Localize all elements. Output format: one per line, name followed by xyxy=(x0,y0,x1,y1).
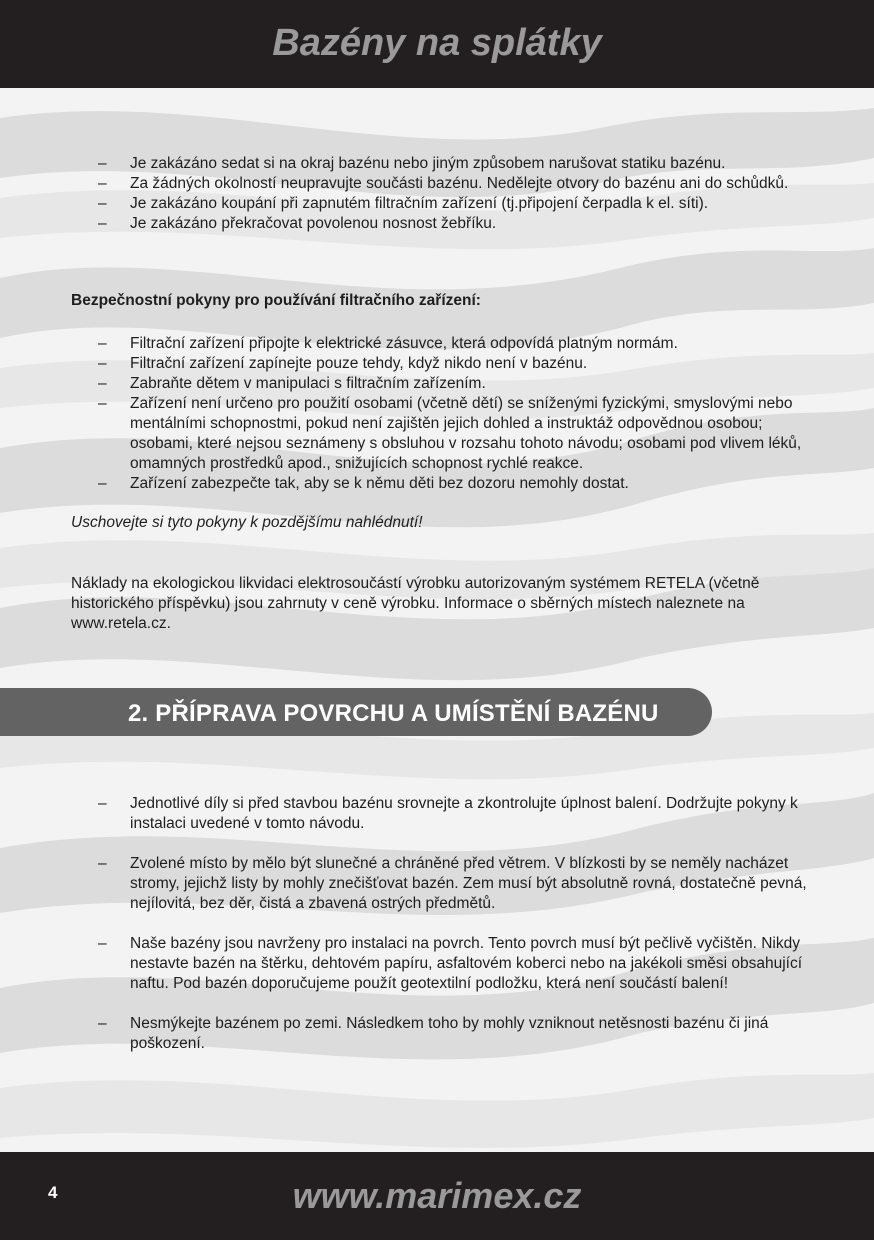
list-item: – Zabraňte dětem v manipulaci s filtračním zařízením. xyxy=(98,375,486,392)
list-item: – Zařízení není určeno pro použití osobami (včetně dětí) se sníženými fyzickými, smyslovými nebo mentálními schopnostmi, pokud není zajištěn jejich dohled a instruktáž odpovědnou osobou; osobami, které nejsou seznámeny s obsluhou v rozsahu tohoto návodu; osobami pod vlivem léků, omamných prostředků apod., snižujících schopnost rychlé reakce. xyxy=(98,395,802,472)
list-item: – Je zakázáno překračovat povolenou nosnost žebříku. xyxy=(98,215,497,232)
list-dash: – xyxy=(98,1015,107,1032)
intro-list xyxy=(0,154,810,234)
keep-instructions-note: Uschovejte si tyto pokyny k pozdějšímu nahlédnutí! xyxy=(71,514,423,531)
list-dash: – xyxy=(98,935,107,952)
footer-website: www.marimex.cz xyxy=(292,1175,582,1216)
surface-prep-list xyxy=(0,794,810,1074)
list-dash: – xyxy=(98,395,107,412)
list-item: – Jednotlivé díly si před stavbou bazénu srovnejte a zkontrolujte úplnost balení. Dodržujte pokyny k instalaci uvedené v tomto návodu. xyxy=(98,795,798,832)
list-item: – Zařízení zabezpečte tak, aby se k němu děti bez dozoru nemohly dostat. xyxy=(98,475,629,492)
list-dash: – xyxy=(98,475,107,492)
list-item: – Filtrační zařízení připojte k elektrické zásuvce, která odpovídá platným normám. xyxy=(98,335,678,352)
list-item: – Filtrační zařízení zapínejte pouze tehdy, když nikdo není v bazénu. xyxy=(98,355,588,372)
page-number: 4 xyxy=(48,1183,58,1202)
list-dash: – xyxy=(98,195,107,212)
list-dash: – xyxy=(98,795,107,812)
list-item: – Naše bazény jsou navrženy pro instalaci na povrch. Tento povrch musí být pečlivě vyčištěn. Nikdy nestavte bazén na štěrku, dehtovém papíru, asfaltovém koberci nebo na jakékoli směsi obsahující naftu. Pod bazén doporučujeme použít geotextilní podložku, která není součástí balení! xyxy=(98,935,803,992)
header-title: Bazény na splátky xyxy=(272,22,602,64)
recycling-paragraph: Náklady na ekologickou likvidaci elektrosoučástí výrobku autorizovaným systémem RETELA (včetně historického příspěvku) jsou zahrnuty v ceně výrobku. Informace o sběrných místech naleznete na www.retela.cz. xyxy=(71,575,760,632)
page-header xyxy=(0,0,874,88)
section-title: 2. PŘÍPRAVA POVRCHU A UMÍSTĚNÍ BAZÉNU xyxy=(128,700,659,727)
list-item: – Za žádných okolností neupravujte součásti bazénu. Nedělejte otvory do bazénu ani do schůdků. xyxy=(98,175,789,192)
list-dash: – xyxy=(98,355,107,372)
list-item: – Je zakázáno koupání při zapnutém filtračním zařízení (tj.připojení čerpadla k el. síti). xyxy=(98,195,709,212)
list-dash: – xyxy=(98,375,107,392)
filter-safety-heading: Bezpečnostní pokyny pro používání filtračního zařízení: xyxy=(71,292,481,309)
list-dash: – xyxy=(98,335,107,352)
filter-safety-list xyxy=(0,334,810,494)
section-heading-bar xyxy=(0,688,712,736)
list-dash: – xyxy=(98,155,107,172)
list-dash: – xyxy=(98,175,107,192)
list-item: – Je zakázáno sedat si na okraj bazénu nebo jiným způsobem narušovat statiku bazénu. xyxy=(98,155,726,172)
list-dash: – xyxy=(98,855,107,872)
list-item: – Zvolené místo by mělo být slunečné a chráněné před větrem. V blízkosti by se neměly nacházet stromy, jejichž listy by mohly znečišťovat bazén. Zem musí být absolutně rovná, dostatečně pevná, nejílovitá, bez děr, čistá a zbavená ostrých předmětů. xyxy=(98,855,807,912)
page-footer xyxy=(0,1152,874,1240)
list-item: – Nesmýkejte bazénem po zemi. Následkem toho by mohly vzniknout netěsnosti bazénu či jiná poškození. xyxy=(98,1015,769,1052)
list-dash: – xyxy=(98,215,107,232)
